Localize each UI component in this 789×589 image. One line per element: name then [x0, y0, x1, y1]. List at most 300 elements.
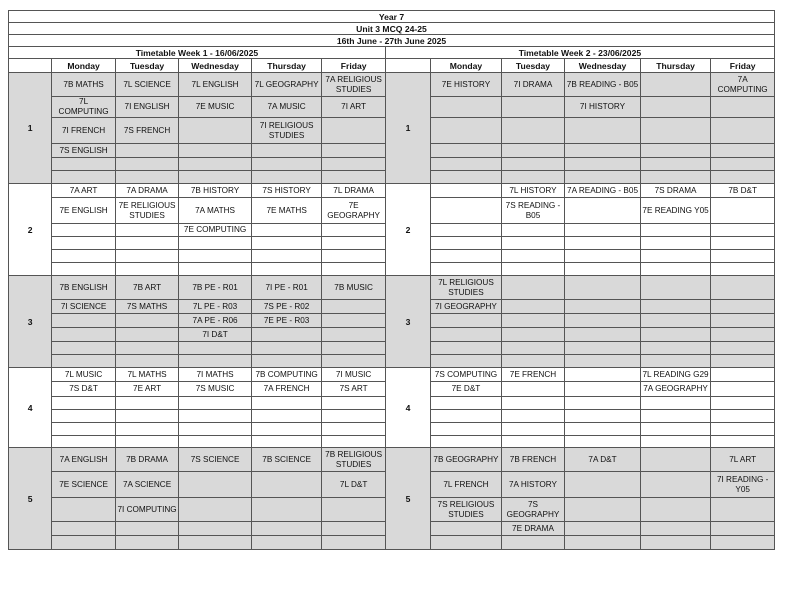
lesson-cell-week-2-friday	[711, 355, 775, 368]
lesson-cell-week-1-monday	[52, 522, 115, 536]
lesson-cell-week-1-friday: 7I MUSIC	[322, 368, 385, 382]
lesson-cell-week-2-monday	[431, 237, 502, 250]
lesson-cell-week-2-tuesday	[501, 250, 564, 263]
lesson-cell-week-1-monday	[52, 171, 115, 184]
lesson-cell-week-2-wednesday	[565, 276, 641, 300]
lesson-cell-week-1-friday	[322, 522, 385, 536]
lesson-cell-week-2-monday	[431, 144, 502, 158]
unit-title: Unit 3 MCQ 24-25	[9, 23, 775, 35]
lesson-cell-week-1-thursday: 7B SCIENCE	[251, 448, 322, 472]
lesson-cell-week-2-thursday: 7E READING Y05	[640, 198, 711, 224]
lesson-cell-week-1-tuesday: 7A SCIENCE	[115, 472, 178, 498]
lesson-cell-week-2-monday	[431, 171, 502, 184]
lesson-cell-week-2-wednesday	[565, 368, 641, 382]
lesson-cell-week-2-wednesday	[565, 250, 641, 263]
lesson-cell-week-1-friday: 7S ART	[322, 382, 385, 397]
week-2-title: Timetable Week 2 - 23/06/2025	[385, 47, 774, 59]
lesson-cell-week-2-monday	[431, 250, 502, 263]
lesson-cell-week-2-thursday	[640, 522, 711, 536]
lesson-cell-week-1-tuesday: 7L SCIENCE	[115, 73, 178, 97]
year-title: Year 7	[9, 11, 775, 23]
lesson-cell-week-1-wednesday: 7L PE - R03	[179, 300, 252, 314]
lesson-cell-week-2-monday	[431, 198, 502, 224]
lesson-cell-week-2-thursday	[640, 300, 711, 314]
lesson-cell-week-2-monday	[431, 263, 502, 276]
lesson-cell-week-2-tuesday	[501, 423, 564, 436]
lesson-cell-week-2-wednesday	[565, 224, 641, 237]
lesson-cell-week-2-thursday	[640, 498, 711, 522]
lesson-cell-week-2-monday	[431, 328, 502, 342]
period-label-week-2: 5	[385, 448, 430, 550]
lesson-cell-week-2-monday	[431, 97, 502, 118]
lesson-cell-week-1-thursday	[251, 536, 322, 550]
lesson-cell-week-2-tuesday	[501, 382, 564, 397]
lesson-cell-week-1-thursday	[251, 436, 322, 448]
lesson-cell-week-2-friday	[711, 314, 775, 328]
lesson-cell-week-2-tuesday: 7S READING - B05	[501, 198, 564, 224]
lesson-cell-week-1-friday	[322, 328, 385, 342]
period-1-row	[9, 73, 775, 97]
lesson-cell-week-1-monday	[52, 328, 115, 342]
lesson-cell-week-2-monday	[431, 184, 502, 198]
period-column-header-week-1	[9, 59, 52, 73]
lesson-cell-week-1-monday: 7L MUSIC	[52, 368, 115, 382]
lesson-cell-week-2-monday	[431, 224, 502, 237]
period-label-week-1: 4	[9, 368, 52, 448]
lesson-cell-week-1-tuesday: 7E RELIGIOUS STUDIES	[115, 198, 178, 224]
lesson-cell-week-1-wednesday	[179, 118, 252, 144]
lesson-cell-week-1-friday: 7L DRAMA	[322, 184, 385, 198]
lesson-cell-week-1-tuesday	[115, 250, 178, 263]
lesson-cell-week-2-friday	[711, 263, 775, 276]
lesson-cell-week-1-friday: 7B MUSIC	[322, 276, 385, 300]
lesson-cell-week-2-tuesday	[501, 436, 564, 448]
lesson-cell-week-2-tuesday	[501, 224, 564, 237]
lesson-cell-week-1-thursday: 7I RELIGIOUS STUDIES	[251, 118, 322, 144]
lesson-cell-week-2-thursday	[640, 448, 711, 472]
lesson-cell-week-2-monday: 7S RELIGIOUS STUDIES	[431, 498, 502, 522]
lesson-cell-week-1-wednesday	[179, 263, 252, 276]
lesson-cell-week-2-friday: 7A COMPUTING	[711, 73, 775, 97]
day-header-week-2-monday: Monday	[431, 59, 502, 73]
lesson-cell-week-1-thursday	[251, 328, 322, 342]
lesson-cell-week-2-tuesday	[501, 158, 564, 171]
lesson-cell-week-2-wednesday	[565, 118, 641, 144]
lesson-cell-week-1-tuesday	[115, 342, 178, 355]
lesson-cell-week-1-tuesday: 7L MATHS	[115, 368, 178, 382]
lesson-cell-week-1-tuesday	[115, 410, 178, 423]
day-header-week-1-friday: Friday	[322, 59, 385, 73]
lesson-cell-week-2-tuesday	[501, 276, 564, 300]
lesson-cell-week-1-wednesday: 7S SCIENCE	[179, 448, 252, 472]
lesson-cell-week-1-friday	[322, 314, 385, 328]
lesson-cell-week-1-tuesday	[115, 522, 178, 536]
period-label-week-2: 3	[385, 276, 430, 368]
lesson-cell-week-1-wednesday	[179, 250, 252, 263]
lesson-cell-week-1-friday	[322, 144, 385, 158]
lesson-cell-week-2-wednesday	[565, 328, 641, 342]
lesson-cell-week-2-monday: 7L FRENCH	[431, 472, 502, 498]
lesson-cell-week-2-thursday: 7A GEOGRAPHY	[640, 382, 711, 397]
lesson-cell-week-2-friday: 7B D&T	[711, 184, 775, 198]
lesson-cell-week-2-wednesday	[565, 198, 641, 224]
lesson-cell-week-2-friday	[711, 276, 775, 300]
lesson-cell-week-2-wednesday	[565, 263, 641, 276]
lesson-cell-week-2-thursday	[640, 144, 711, 158]
lesson-cell-week-1-monday	[52, 158, 115, 171]
lesson-cell-week-2-monday	[431, 355, 502, 368]
lesson-cell-week-1-tuesday	[115, 237, 178, 250]
lesson-cell-week-1-tuesday	[115, 263, 178, 276]
lesson-cell-week-2-friday	[711, 436, 775, 448]
lesson-cell-week-1-thursday	[251, 397, 322, 410]
lesson-cell-week-1-thursday: 7S PE - R02	[251, 300, 322, 314]
lesson-cell-week-2-wednesday	[565, 410, 641, 423]
period-label-week-1: 5	[9, 448, 52, 550]
lesson-cell-week-1-friday: 7A RELIGIOUS STUDIES	[322, 73, 385, 97]
day-header-week-2-tuesday: Tuesday	[501, 59, 564, 73]
lesson-cell-week-2-friday	[711, 300, 775, 314]
lesson-cell-week-1-thursday	[251, 410, 322, 423]
lesson-cell-week-2-thursday	[640, 276, 711, 300]
lesson-cell-week-1-wednesday: 7I MATHS	[179, 368, 252, 382]
lesson-cell-week-2-tuesday	[501, 237, 564, 250]
lesson-cell-week-2-thursday	[640, 397, 711, 410]
lesson-cell-week-2-monday: 7E HISTORY	[431, 73, 502, 97]
date-range: 16th June - 27th June 2025	[9, 35, 775, 47]
lesson-cell-week-1-tuesday	[115, 144, 178, 158]
lesson-cell-week-1-thursday: 7A MUSIC	[251, 97, 322, 118]
lesson-cell-week-2-friday	[711, 237, 775, 250]
lesson-cell-week-1-tuesday	[115, 158, 178, 171]
lesson-cell-week-1-wednesday	[179, 171, 252, 184]
lesson-cell-week-2-wednesday	[565, 342, 641, 355]
lesson-cell-week-2-friday: 7I READING - Y05	[711, 472, 775, 498]
lesson-cell-week-1-tuesday: 7E ART	[115, 382, 178, 397]
lesson-cell-week-1-wednesday	[179, 522, 252, 536]
lesson-cell-week-1-friday	[322, 410, 385, 423]
lesson-cell-week-1-friday: 7B RELIGIOUS STUDIES	[322, 448, 385, 472]
lesson-cell-week-1-friday	[322, 423, 385, 436]
lesson-cell-week-1-thursday: 7E MATHS	[251, 198, 322, 224]
lesson-cell-week-1-wednesday	[179, 355, 252, 368]
lesson-cell-week-2-thursday	[640, 328, 711, 342]
lesson-cell-week-1-thursday: 7S HISTORY	[251, 184, 322, 198]
day-header-week-1-thursday: Thursday	[251, 59, 322, 73]
lesson-cell-week-2-friday	[711, 423, 775, 436]
lesson-cell-week-1-wednesday: 7L ENGLISH	[179, 73, 252, 97]
period-label-week-1: 1	[9, 73, 52, 184]
lesson-cell-week-2-tuesday	[501, 144, 564, 158]
period-column-header-week-2	[385, 59, 430, 73]
lesson-cell-week-2-monday	[431, 410, 502, 423]
lesson-cell-week-1-wednesday	[179, 472, 252, 498]
lesson-cell-week-2-tuesday	[501, 397, 564, 410]
lesson-cell-week-2-friday	[711, 397, 775, 410]
lesson-cell-week-2-monday: 7B GEOGRAPHY	[431, 448, 502, 472]
lesson-cell-week-2-wednesday	[565, 498, 641, 522]
lesson-cell-week-1-friday: 7I ART	[322, 97, 385, 118]
lesson-cell-week-1-wednesday: 7E MUSIC	[179, 97, 252, 118]
lesson-cell-week-2-friday	[711, 328, 775, 342]
lesson-cell-week-2-tuesday	[501, 536, 564, 550]
lesson-cell-week-1-tuesday: 7I ENGLISH	[115, 97, 178, 118]
lesson-cell-week-2-tuesday	[501, 410, 564, 423]
lesson-cell-week-1-thursday	[251, 171, 322, 184]
lesson-cell-week-2-friday	[711, 118, 775, 144]
lesson-cell-week-1-wednesday: 7B PE - R01	[179, 276, 252, 300]
day-header-week-1-monday: Monday	[52, 59, 115, 73]
lesson-cell-week-2-monday	[431, 158, 502, 171]
period-2-row	[9, 184, 775, 198]
lesson-cell-week-2-wednesday	[565, 237, 641, 250]
lesson-cell-week-2-friday	[711, 342, 775, 355]
lesson-cell-week-2-friday	[711, 224, 775, 237]
lesson-cell-week-2-thursday: 7S DRAMA	[640, 184, 711, 198]
lesson-cell-week-2-friday	[711, 410, 775, 423]
lesson-cell-week-1-friday	[322, 118, 385, 144]
lesson-cell-week-1-monday: 7E SCIENCE	[52, 472, 115, 498]
period-label-week-1: 2	[9, 184, 52, 276]
lesson-cell-week-2-friday	[711, 498, 775, 522]
lesson-cell-week-1-monday: 7B ENGLISH	[52, 276, 115, 300]
lesson-cell-week-1-wednesday	[179, 423, 252, 436]
lesson-cell-week-1-wednesday	[179, 144, 252, 158]
lesson-cell-week-1-monday	[52, 423, 115, 436]
period-label-week-2: 4	[385, 368, 430, 448]
lesson-cell-week-2-tuesday	[501, 97, 564, 118]
lesson-cell-week-1-monday: 7A ART	[52, 184, 115, 198]
lesson-cell-week-1-thursday	[251, 522, 322, 536]
day-header-week-1-wednesday: Wednesday	[179, 59, 252, 73]
lesson-cell-week-1-thursday: 7E PE - R03	[251, 314, 322, 328]
lesson-cell-week-2-thursday	[640, 314, 711, 328]
lesson-cell-week-1-monday	[52, 263, 115, 276]
lesson-cell-week-2-tuesday: 7I DRAMA	[501, 73, 564, 97]
lesson-cell-week-2-friday	[711, 198, 775, 224]
lesson-cell-week-1-wednesday	[179, 158, 252, 171]
lesson-cell-week-2-monday	[431, 522, 502, 536]
lesson-cell-week-2-thursday	[640, 423, 711, 436]
lesson-cell-week-1-wednesday	[179, 397, 252, 410]
lesson-cell-week-1-monday	[52, 355, 115, 368]
lesson-cell-week-1-monday	[52, 410, 115, 423]
lesson-cell-week-1-friday	[322, 355, 385, 368]
lesson-cell-week-2-thursday	[640, 263, 711, 276]
lesson-cell-week-2-monday	[431, 536, 502, 550]
lesson-cell-week-2-friday	[711, 158, 775, 171]
lesson-cell-week-1-monday	[52, 314, 115, 328]
lesson-cell-week-1-wednesday	[179, 498, 252, 522]
lesson-cell-week-1-monday: 7B MATHS	[52, 73, 115, 97]
lesson-cell-week-2-wednesday	[565, 158, 641, 171]
lesson-cell-week-1-friday	[322, 263, 385, 276]
lesson-cell-week-1-friday	[322, 498, 385, 522]
day-header-week-2-thursday: Thursday	[640, 59, 711, 73]
period-5-row	[9, 448, 775, 472]
period-4-row	[9, 368, 775, 382]
lesson-cell-week-1-thursday	[251, 342, 322, 355]
lesson-cell-week-1-thursday	[251, 237, 322, 250]
lesson-cell-week-2-friday: 7L ART	[711, 448, 775, 472]
lesson-cell-week-1-wednesday	[179, 342, 252, 355]
lesson-cell-week-2-monday: 7L RELIGIOUS STUDIES	[431, 276, 502, 300]
lesson-cell-week-2-wednesday: 7A READING - B05	[565, 184, 641, 198]
lesson-cell-week-1-thursday: 7B COMPUTING	[251, 368, 322, 382]
lesson-cell-week-1-friday	[322, 300, 385, 314]
lesson-cell-week-1-wednesday	[179, 410, 252, 423]
lesson-cell-week-2-thursday	[640, 224, 711, 237]
lesson-cell-week-2-thursday	[640, 73, 711, 97]
lesson-cell-week-2-monday: 7E D&T	[431, 382, 502, 397]
lesson-cell-week-1-monday	[52, 536, 115, 550]
lesson-cell-week-1-thursday	[251, 144, 322, 158]
lesson-cell-week-2-monday	[431, 118, 502, 144]
lesson-cell-week-2-wednesday	[565, 423, 641, 436]
lesson-cell-week-1-thursday: 7I PE - R01	[251, 276, 322, 300]
lesson-cell-week-1-thursday	[251, 423, 322, 436]
lesson-cell-week-1-monday	[52, 436, 115, 448]
lesson-cell-week-1-wednesday: 7A PE - R06	[179, 314, 252, 328]
lesson-cell-week-2-tuesday	[501, 328, 564, 342]
lesson-cell-week-2-thursday	[640, 237, 711, 250]
lesson-cell-week-2-tuesday: 7A HISTORY	[501, 472, 564, 498]
lesson-cell-week-2-tuesday: 7E DRAMA	[501, 522, 564, 536]
lesson-cell-week-1-wednesday: 7S MUSIC	[179, 382, 252, 397]
lesson-cell-week-1-friday	[322, 171, 385, 184]
lesson-cell-week-2-monday: 7S COMPUTING	[431, 368, 502, 382]
lesson-cell-week-2-wednesday	[565, 522, 641, 536]
lesson-cell-week-2-tuesday	[501, 300, 564, 314]
lesson-cell-week-1-monday: 7I FRENCH	[52, 118, 115, 144]
lesson-cell-week-2-monday: 7I GEOGRAPHY	[431, 300, 502, 314]
lesson-cell-week-1-thursday: 7A FRENCH	[251, 382, 322, 397]
lesson-cell-week-1-friday	[322, 342, 385, 355]
lesson-cell-week-2-thursday	[640, 472, 711, 498]
lesson-cell-week-1-tuesday: 7A DRAMA	[115, 184, 178, 198]
lesson-cell-week-2-wednesday: 7A D&T	[565, 448, 641, 472]
week-1-title: Timetable Week 1 - 16/06/2025	[9, 47, 386, 59]
lesson-cell-week-1-monday: 7L COMPUTING	[52, 97, 115, 118]
lesson-cell-week-1-wednesday: 7B HISTORY	[179, 184, 252, 198]
lesson-cell-week-1-thursday	[251, 472, 322, 498]
lesson-cell-week-1-wednesday	[179, 436, 252, 448]
lesson-cell-week-1-monday: 7I SCIENCE	[52, 300, 115, 314]
lesson-cell-week-1-wednesday: 7A MATHS	[179, 198, 252, 224]
day-header-week-1-tuesday: Tuesday	[115, 59, 178, 73]
period-3-row	[9, 276, 775, 300]
lesson-cell-week-1-thursday	[251, 250, 322, 263]
lesson-cell-week-1-thursday	[251, 498, 322, 522]
lesson-cell-week-1-tuesday	[115, 224, 178, 237]
lesson-cell-week-1-monday: 7E ENGLISH	[52, 198, 115, 224]
lesson-cell-week-2-thursday	[640, 171, 711, 184]
lesson-cell-week-1-tuesday	[115, 328, 178, 342]
lesson-cell-week-2-wednesday	[565, 397, 641, 410]
period-label-week-1: 3	[9, 276, 52, 368]
lesson-cell-week-2-wednesday	[565, 355, 641, 368]
lesson-cell-week-1-friday	[322, 250, 385, 263]
lesson-cell-week-1-wednesday	[179, 237, 252, 250]
lesson-cell-week-2-thursday	[640, 158, 711, 171]
lesson-cell-week-2-tuesday	[501, 342, 564, 355]
lesson-cell-week-2-wednesday: 7B READING - B05	[565, 73, 641, 97]
timetable-grid	[8, 10, 775, 550]
lesson-cell-week-1-monday	[52, 250, 115, 263]
lesson-cell-week-1-monday	[52, 498, 115, 522]
lesson-cell-week-1-monday	[52, 237, 115, 250]
lesson-cell-week-1-thursday: 7L GEOGRAPHY	[251, 73, 322, 97]
lesson-cell-week-2-wednesday	[565, 314, 641, 328]
lesson-cell-week-2-friday	[711, 536, 775, 550]
lesson-cell-week-2-monday	[431, 314, 502, 328]
period-label-week-2: 2	[385, 184, 430, 276]
lesson-cell-week-1-tuesday: 7S MATHS	[115, 300, 178, 314]
lesson-cell-week-1-wednesday: 7E COMPUTING	[179, 224, 252, 237]
lesson-cell-week-2-thursday	[640, 342, 711, 355]
lesson-cell-week-1-monday	[52, 224, 115, 237]
lesson-cell-week-1-thursday	[251, 263, 322, 276]
lesson-cell-week-1-friday	[322, 224, 385, 237]
lesson-cell-week-2-thursday	[640, 250, 711, 263]
lesson-cell-week-2-wednesday	[565, 144, 641, 158]
lesson-cell-week-1-friday	[322, 237, 385, 250]
lesson-cell-week-1-tuesday	[115, 355, 178, 368]
lesson-cell-week-1-wednesday	[179, 536, 252, 550]
lesson-cell-week-1-tuesday	[115, 314, 178, 328]
lesson-cell-week-2-wednesday	[565, 536, 641, 550]
lesson-cell-week-2-wednesday	[565, 382, 641, 397]
lesson-cell-week-1-tuesday	[115, 423, 178, 436]
lesson-cell-week-1-monday: 7S ENGLISH	[52, 144, 115, 158]
lesson-cell-week-1-friday	[322, 436, 385, 448]
lesson-cell-week-1-monday: 7S D&T	[52, 382, 115, 397]
lesson-cell-week-2-tuesday: 7B FRENCH	[501, 448, 564, 472]
lesson-cell-week-2-friday	[711, 522, 775, 536]
lesson-cell-week-2-friday	[711, 250, 775, 263]
lesson-cell-week-2-wednesday	[565, 472, 641, 498]
lesson-cell-week-2-wednesday: 7I HISTORY	[565, 97, 641, 118]
lesson-cell-week-1-tuesday	[115, 536, 178, 550]
lesson-cell-week-1-tuesday: 7I COMPUTING	[115, 498, 178, 522]
lesson-cell-week-2-thursday	[640, 410, 711, 423]
lesson-cell-week-2-thursday	[640, 355, 711, 368]
day-header-week-2-friday: Friday	[711, 59, 775, 73]
lesson-cell-week-2-tuesday	[501, 263, 564, 276]
lesson-cell-week-2-friday	[711, 368, 775, 382]
lesson-cell-week-2-monday	[431, 397, 502, 410]
lesson-cell-week-1-monday	[52, 397, 115, 410]
lesson-cell-week-1-tuesday: 7B DRAMA	[115, 448, 178, 472]
lesson-cell-week-1-tuesday: 7S FRENCH	[115, 118, 178, 144]
lesson-cell-week-2-friday	[711, 97, 775, 118]
lesson-cell-week-1-thursday	[251, 224, 322, 237]
lesson-cell-week-1-monday	[52, 342, 115, 355]
lesson-cell-week-1-monday: 7A ENGLISH	[52, 448, 115, 472]
lesson-cell-week-1-wednesday: 7I D&T	[179, 328, 252, 342]
lesson-cell-week-1-tuesday: 7B ART	[115, 276, 178, 300]
lesson-cell-week-2-tuesday: 7E FRENCH	[501, 368, 564, 382]
lesson-cell-week-2-friday	[711, 171, 775, 184]
lesson-cell-week-1-tuesday	[115, 436, 178, 448]
lesson-cell-week-1-friday: 7E GEOGRAPHY	[322, 198, 385, 224]
lesson-cell-week-2-friday	[711, 144, 775, 158]
lesson-cell-week-2-tuesday	[501, 171, 564, 184]
lesson-cell-week-2-thursday	[640, 118, 711, 144]
period-label-week-2: 1	[385, 73, 430, 184]
lesson-cell-week-2-tuesday	[501, 355, 564, 368]
lesson-cell-week-1-thursday	[251, 158, 322, 171]
